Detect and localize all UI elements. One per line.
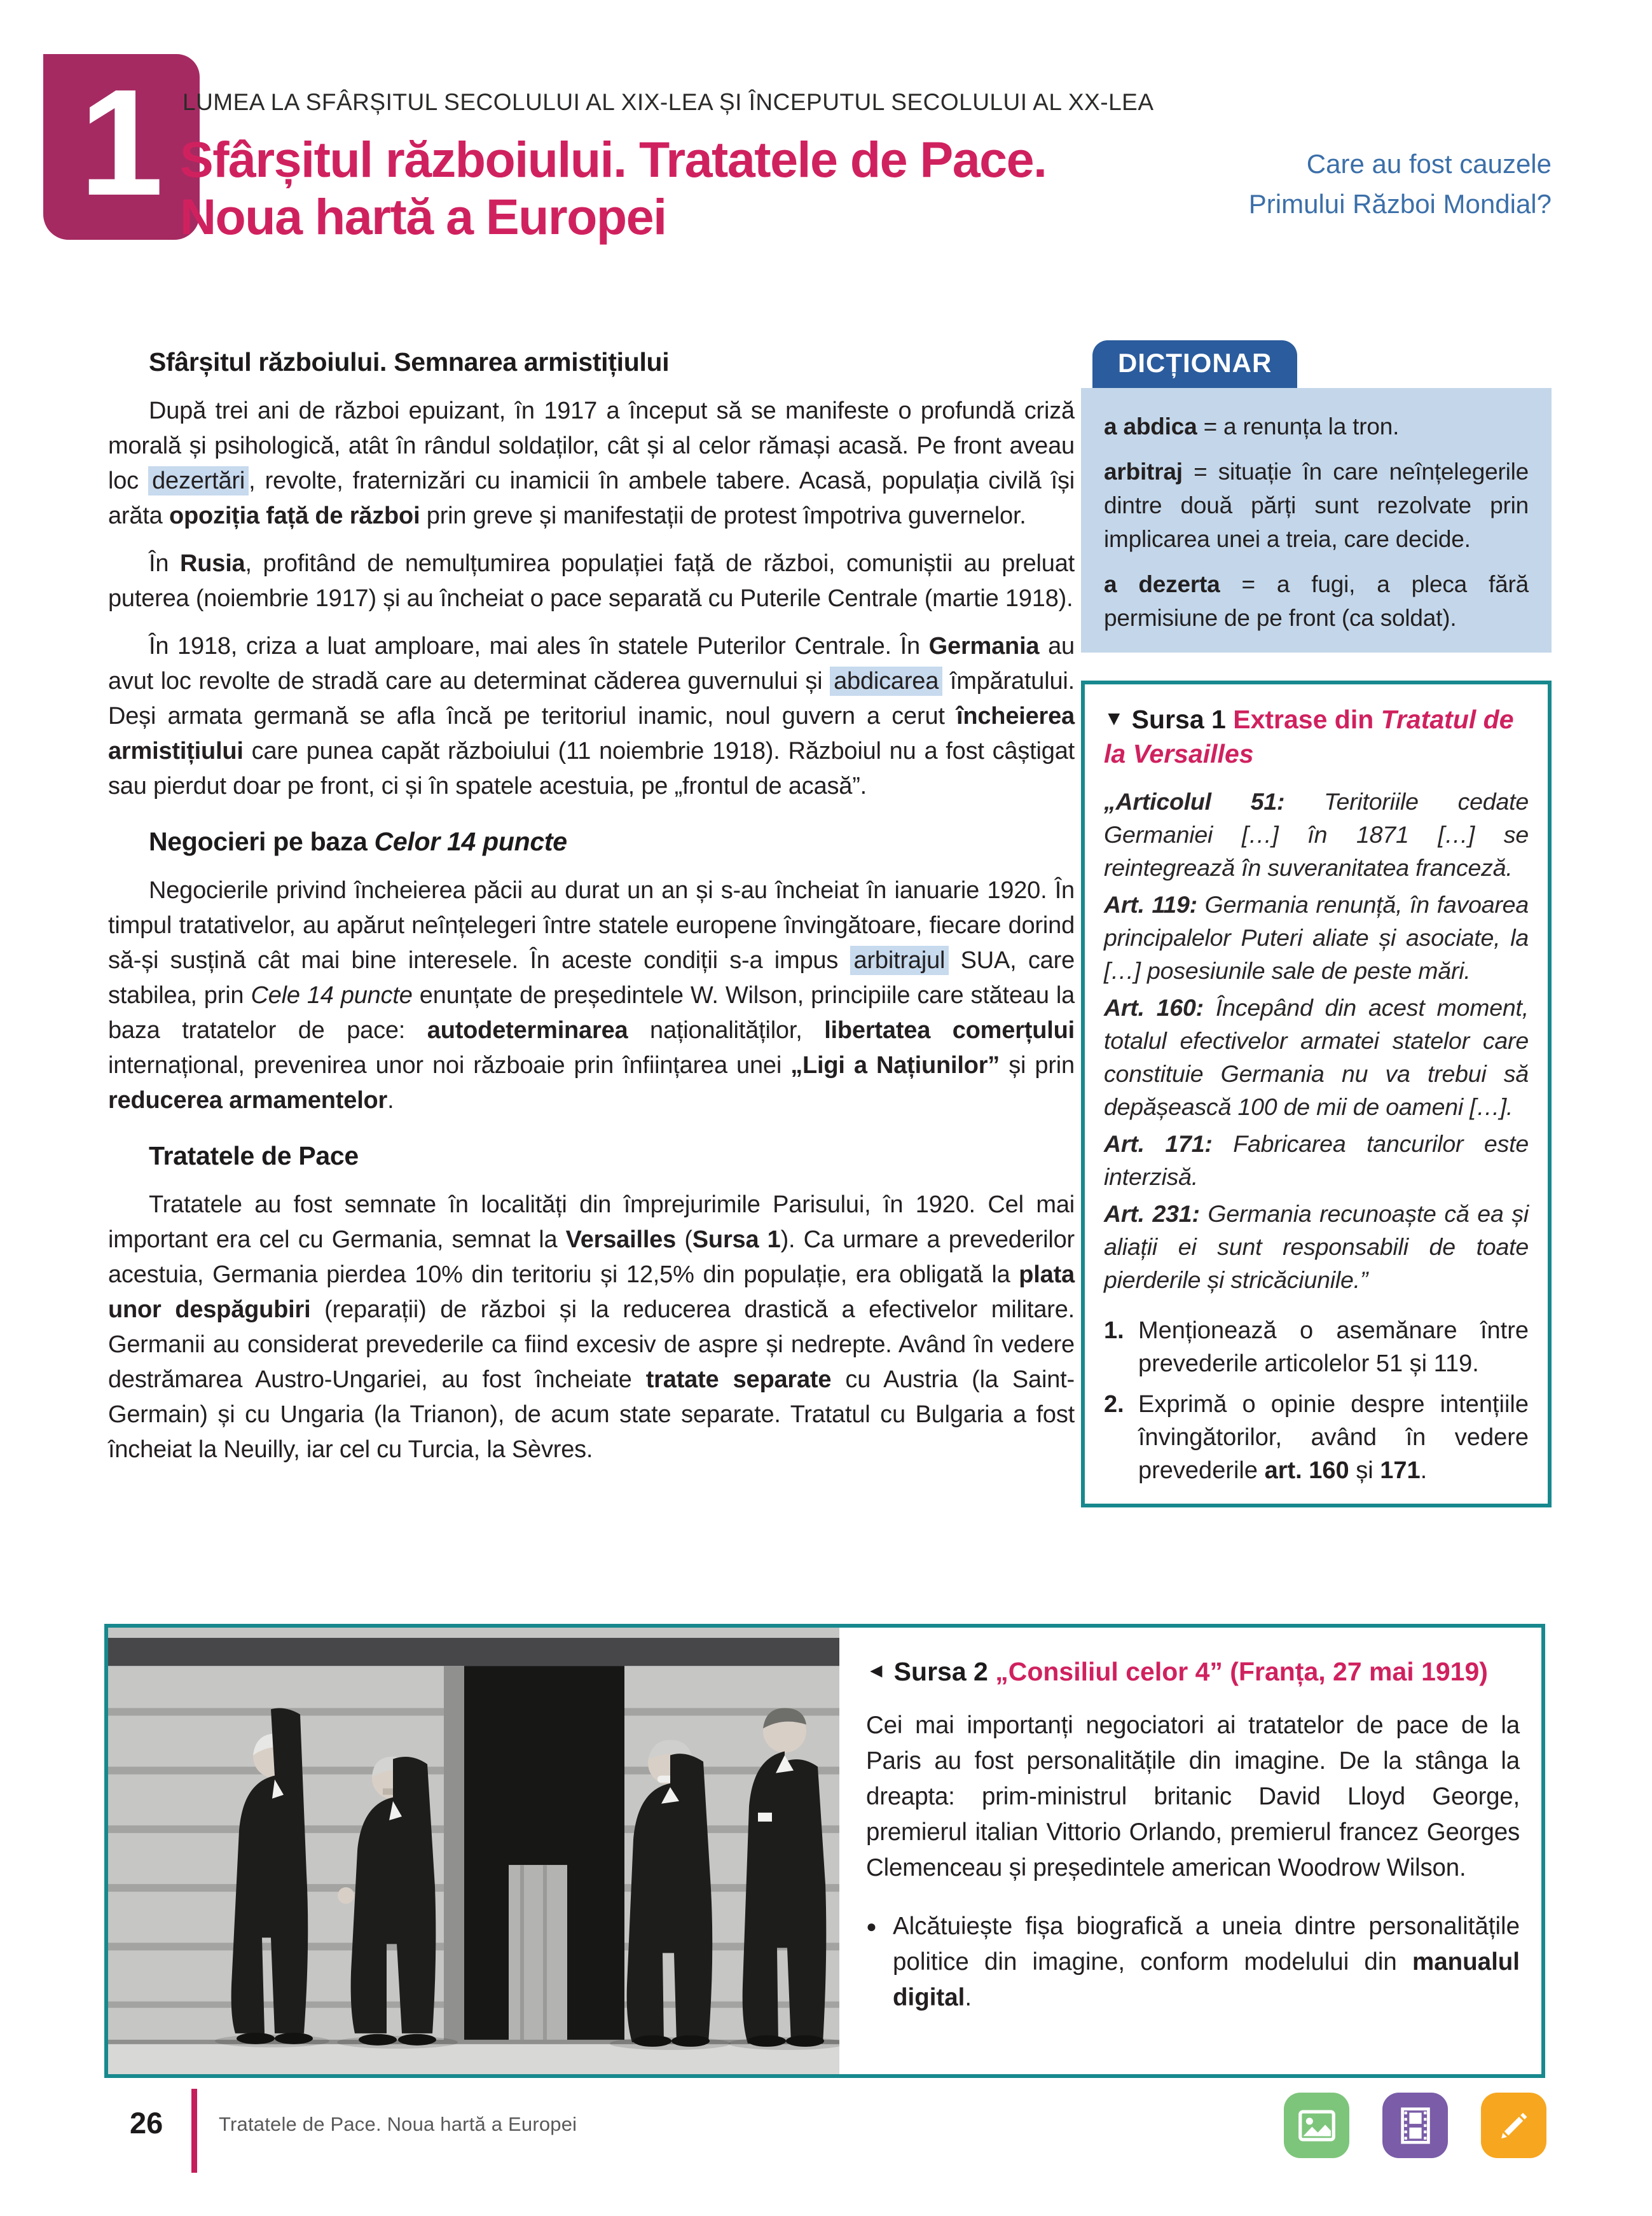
unit-number: 1 xyxy=(79,59,164,227)
page-number: 26 xyxy=(130,2106,163,2140)
paragraph: Negocierile privind încheierea păcii au durat un an și s-au încheiat în ianuarie 1920. În timpul tratativelor, au apărut neînțelegeri între statele europene învingătoare, fiecare dorind să-și susțină cât mai bine interesele. În aceste condiții s-a impus arbitrajul SUA, care stabilea, prin Cele 14 puncte enunțate de președintele W. Wilson, principiile care stăteau la baza tratatelor de pace: autodeterminarea naționalităților, libertatea comerțului internațional, prevenirea unor noi războaie prin înființarea unei „Ligi a Națiunilor” și prin reducerea armamentelor. xyxy=(108,877,1075,1114)
source1-heading xyxy=(1104,702,1529,771)
pencil-icon xyxy=(1492,2103,1536,2148)
dictionary-entry: a abdica = a renunța la tron. xyxy=(1104,413,1400,440)
paragraph: Tratatele au fost semnate în localități din împrejurimile Parisului, în 1920. Cel mai important era cel cu Germania, semnat la Versailles (Sursa 1). Ca urmare a prevederilor acestuia, Germania pierdea 10% din teritoriu și 12,5% din populație, era obligată la plata unor despăgubiri (reparații) de război și la reducerea drastică a efectivelor militare. Germanii au considerat prevederile ca fiind excesiv de aspre și nedrepte. Având în vedere destrămarea Austro-Ungariei, au fost încheiate tratate separate cu Austria (la Saint-Germain) și cu Ungaria (la Trianon), de acum state separate. Tratatul cu Bulgaria a fost încheiat la Neuilly, iar cel cu Turcia, la Sèvres. xyxy=(108,1191,1075,1463)
council-of-four-photo xyxy=(108,1628,839,2074)
treaty-excerpt: Art. 231: Germania recunoaște că ea și aliații ei sunt responsabili de toate pierderile și stricăciunile.” xyxy=(1104,1200,1529,1294)
lesson-title-line2: Noua hartă a Europei xyxy=(180,188,666,246)
lesson-title-line1: Sfârșitul războiului. Tratatele de Pace. xyxy=(180,131,1047,188)
dictionary-entry: a dezerta = a fugi, a pleca fără permisiune de pe front (ca soldat). xyxy=(1104,571,1529,631)
dictionary-entry: arbitraj = situație în care neînțelegerile dintre două părți sunt rezolvate prin implicarea unei a treia, care decide. xyxy=(1104,459,1529,552)
source1-title: Extrase din Tratatul de la Versailles xyxy=(1104,705,1514,769)
treaty-excerpt: Art. 160: Începând din acest moment, totalul efectivelor armatei statelor care constituie Germania nu va trebui să depășească 100 de mii de oameni […]. xyxy=(1104,994,1529,1121)
question-item: 2. Exprimă o opinie despre intențiile învingătorilor, având în vedere prevederile art. 160 și 171. xyxy=(1104,1391,1529,1485)
dictionary-box xyxy=(1081,388,1552,653)
dictionary-header: DICȚIONAR xyxy=(1092,340,1297,388)
triangle-down-icon: ▼ xyxy=(1104,707,1124,730)
question-item: 1. Menționează o asemănare între prevederile articolelor 51 și 119. xyxy=(1104,1317,1529,1378)
recall-question: Care au fost cauzele Primului Război Mondial? xyxy=(1248,149,1552,219)
source1-box xyxy=(1081,681,1552,1507)
film-icon xyxy=(1393,2103,1438,2148)
bullet-icon: ● xyxy=(866,1916,877,1937)
section-heading-negotiations: Negocieri pe baza Celor 14 puncte xyxy=(149,827,567,856)
image-icon xyxy=(1295,2103,1339,2148)
lesson-title xyxy=(180,131,1046,246)
paragraph: În Rusia, profitând de nemulțumirea populației față de război, comuniștii au preluat puterea (noiembrie 1917) și au încheiat o pace separată cu Puterile Centrale (martie 1918). xyxy=(108,550,1075,612)
task-list xyxy=(866,1909,1520,2016)
chapter-kicker: LUMEA LA SFÂRȘITUL SECOLULUI AL XIX-LEA ȘI ÎNCEPUTUL SECOLULUI AL XX-LEA xyxy=(182,89,1154,115)
task-item: ● Alcătuiește fișa biografică a uneia dintre personalitățile politice din imagine, conform modelului din manualul digital. xyxy=(866,1909,1520,2016)
triangle-left-icon: ◄ xyxy=(866,1659,886,1682)
footer-divider xyxy=(191,2089,197,2173)
source1-questions xyxy=(1104,1314,1529,1487)
source2-box xyxy=(104,1624,1545,2078)
media-toolbar xyxy=(1284,2093,1546,2158)
paragraph: După trei ani de război epuizant, în 1917 a început să se manifeste o profundă criză morală și psihologică, atât în rândul soldaților, cât și al celor rămași acasă. Pe front aveau loc dezertări , revolte, fraternizări cu inamicii în ambele tabere. Acasă, populația civilă își arăta opoziția față de război prin greve și manifestații de protest împotriva guvernelor. xyxy=(108,398,1075,529)
photo-caption: Cei mai importanți negociatori ai tratatelor de pace de la Paris au fost personalitățile din imagine. De la stânga la dreapta: prim-ministrul britanic David Lloyd George, premierul italian Vittorio Orlando, premierul francez Georges Clemenceau și președintele american Woodrow Wilson. xyxy=(866,1712,1520,1882)
footer-lesson-title: Tratatele de Pace. Noua hartă a Europei xyxy=(219,2113,577,2135)
source2-heading xyxy=(866,1654,1520,1689)
unit-number-badge xyxy=(43,54,200,240)
pencil-button[interactable] xyxy=(1481,2093,1546,2158)
source2-label: Sursa 2 xyxy=(893,1657,996,1686)
treaty-excerpt: „Articolul 51: Teritoriile cedate Germaniei […] în 1871 […] se reintegrează în suveranitatea franceză. xyxy=(1104,788,1529,882)
source2-title: „Consiliul celor 4” (Franța, 27 mai 1919) xyxy=(995,1657,1488,1686)
treaty-excerpt: Art. 171: Fabricarea tancurilor este interzisă. xyxy=(1104,1130,1529,1191)
article-column xyxy=(108,347,1075,1480)
paragraph: În 1918, criza a luat amploare, mai ales în statele Puterilor Centrale. În Germania au avut loc revolte de stradă care au determinat căderea guvernului și abdicarea împăratului. Deși armata germană se afla încă pe teritoriul inamic, noul guvern a cerut încheierea armistițiului care punea capăt războiului (11 noiembrie 1918). Războiul nu a fost câștigat sau pierdut doar pe front, ci și în spatele acestuia, pe „frontul de acasă”. xyxy=(108,633,1075,800)
sidebar-column xyxy=(1081,340,1552,1507)
photo-illustration xyxy=(108,1628,839,2074)
source1-label: Sursa 1 xyxy=(1131,705,1234,734)
image-button[interactable] xyxy=(1284,2093,1349,2158)
section-heading-treaties: Tratatele de Pace xyxy=(149,1141,359,1170)
treaty-excerpt: Art. 119: Germania renunță, în favoarea principalelor Puteri aliate și asociate, la […] posesiunile sale de peste mări. xyxy=(1104,891,1529,985)
film-button[interactable] xyxy=(1382,2093,1448,2158)
source2-text xyxy=(839,1628,1541,2074)
section-heading-armistice: Sfârșitul războiului. Semnarea armistițiului xyxy=(149,347,670,377)
